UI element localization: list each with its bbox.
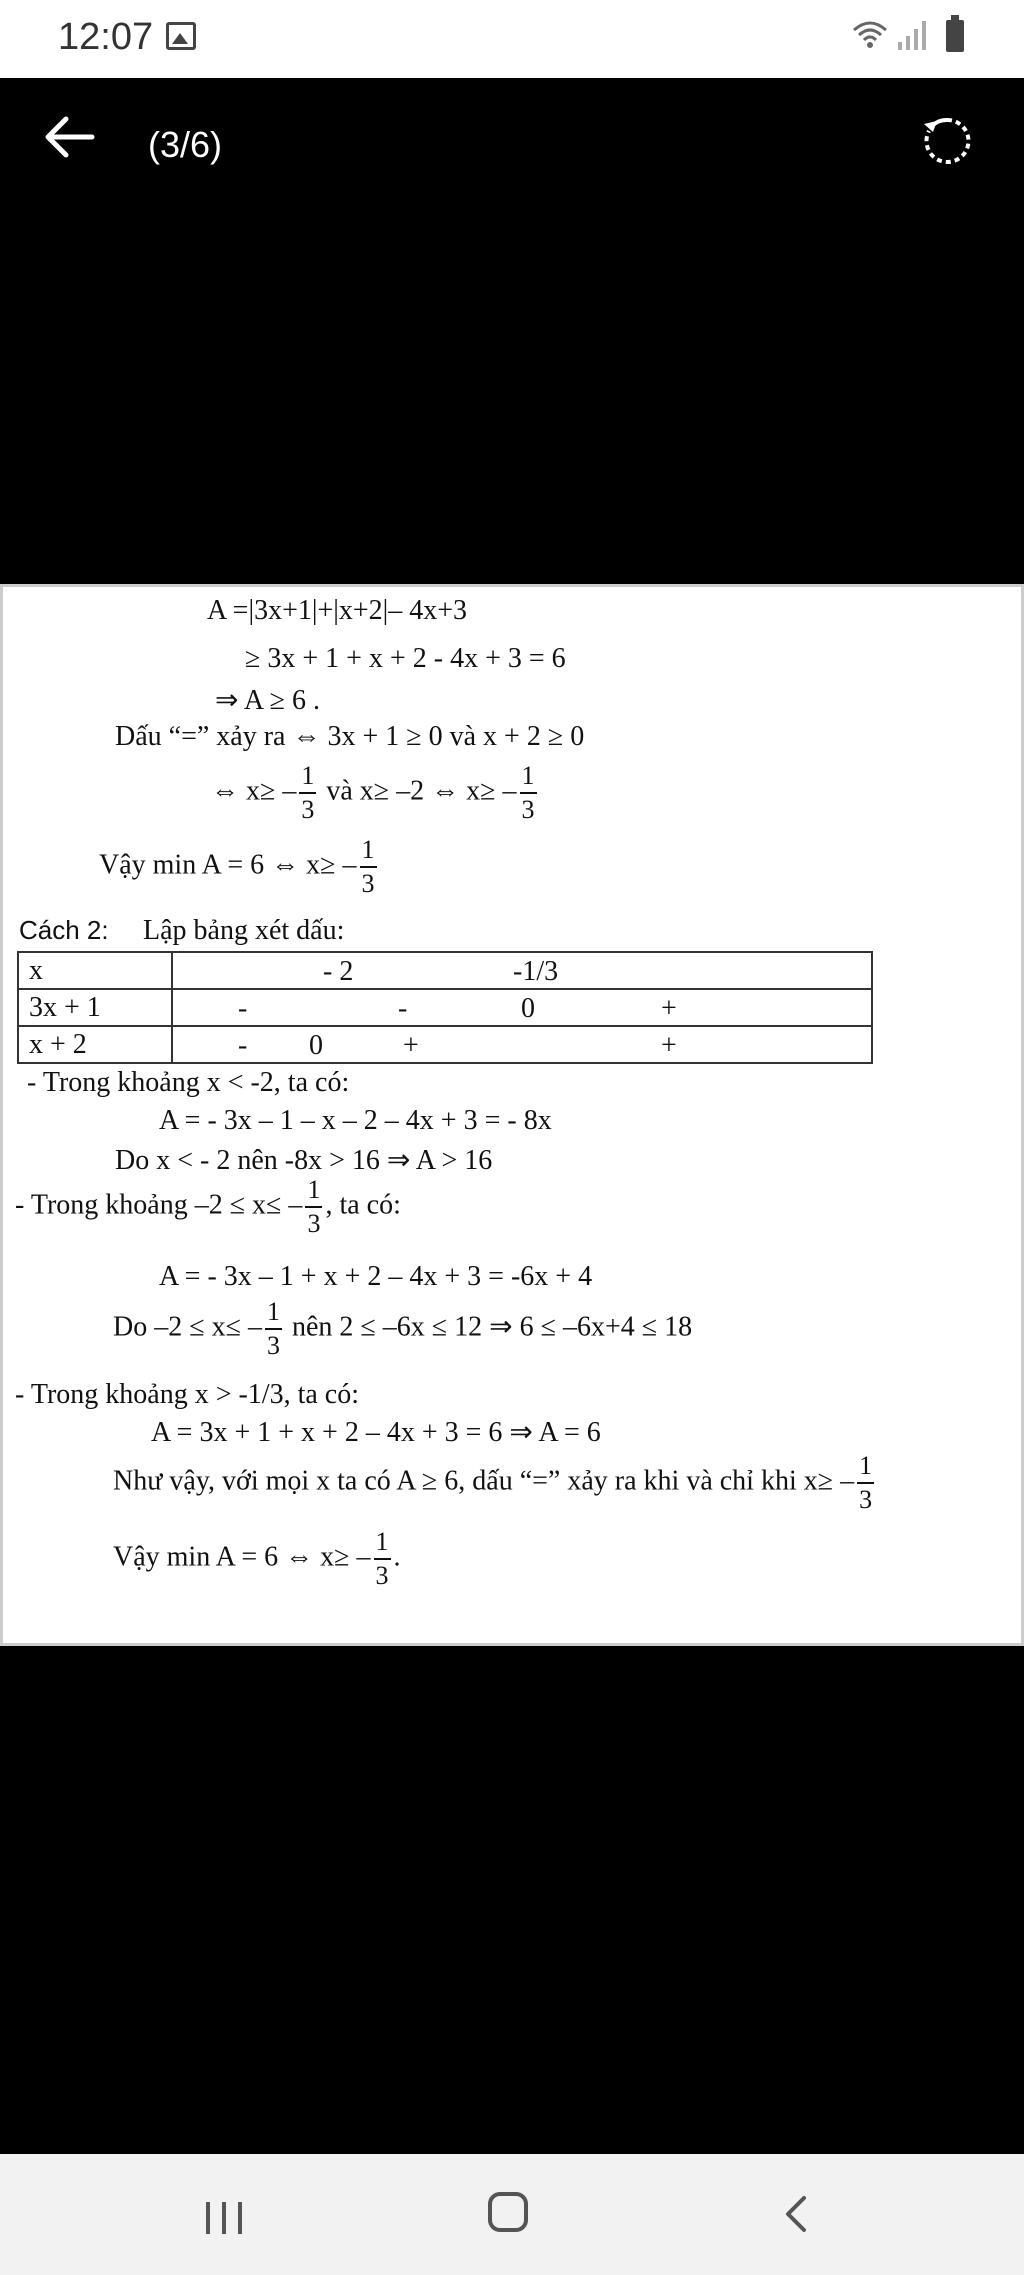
status-time: 12:07 xyxy=(58,16,154,58)
case-1-expression: A = - 3x – 1 – x – 2 – 4x + 3 = - 8x xyxy=(159,1105,552,1136)
case-1-heading: - Trong khoảng x < -2, ta có: xyxy=(27,1067,350,1098)
table-cell: - 2 -1/3 xyxy=(172,952,872,989)
rotate-icon[interactable] xyxy=(920,114,974,168)
navigation-bar xyxy=(0,2154,1024,2275)
table-row xyxy=(18,989,872,1026)
back-nav-icon[interactable] xyxy=(782,2194,810,2234)
document-page xyxy=(0,584,1024,1646)
line-equality-condition: Dấu “=” xảy ra ⇔ 3x + 1 ≥ 0 và x + 2 ≥ 0 xyxy=(115,721,585,752)
back-arrow-icon[interactable] xyxy=(40,112,100,162)
status-bar xyxy=(0,0,1024,78)
page-counter-title: (3/6) xyxy=(148,124,223,165)
wifi-icon xyxy=(852,20,888,50)
home-icon[interactable] xyxy=(488,2192,528,2232)
case-2-conclusion: Do –2 ≤ x≤ – $\frac{1}{3}$ nên 2 ≤ –6x ≤ 12 ⇒ 6 ≤ –6x+4 ≤ 18 xyxy=(113,1297,693,1360)
table-cell: 3x + 1 xyxy=(18,989,172,1026)
signal-icon xyxy=(896,18,930,52)
line-min-result: Vậy min A = 6 ⇔ x≥ – $\frac{1}{3}$ xyxy=(99,835,375,898)
sign-table xyxy=(17,951,873,1064)
line-conclusion: ⇒ A ≥ 6 . xyxy=(215,685,320,716)
case-2-expression: A = - 3x – 1 + x + 2 – 4x + 3 = -6x + 4 xyxy=(159,1261,593,1292)
line-inequality: ≥ 3x + 1 + x + 2 - 4x + 3 = 6 xyxy=(245,643,566,674)
table-row xyxy=(18,1026,872,1063)
table-row xyxy=(18,952,872,989)
case-3-heading: - Trong khoảng x > -1/3, ta có: xyxy=(15,1379,359,1410)
case-2-heading: - Trong khoảng –2 ≤ x≤ – $\frac{1}{3}$ , ta có: xyxy=(15,1175,401,1238)
summary-line: Như vậy, với mọi x ta có A ≥ 6, dấu “=” xảy ra khi và chỉ khi x≥ – $\frac{1}{3}$ xyxy=(113,1451,873,1514)
table-cell: x + 2 xyxy=(18,1026,172,1063)
line-expression: A =|3x+1|+|x+2|– 4x+3 xyxy=(207,595,468,626)
method-2-title: Lập bảng xét dấu: xyxy=(143,915,345,946)
recent-apps-icon[interactable] xyxy=(204,2198,244,2238)
battery-icon xyxy=(946,20,964,52)
method-2-label: Cách 2: xyxy=(19,915,109,945)
line-solution: ⇔ x≥ – $\frac{1}{3}$ và x≥ –2 ⇔ x≥ – $\frac{1}{3}$ xyxy=(211,761,535,824)
viewer-background xyxy=(0,1646,1024,2154)
table-cell: - - 0 + xyxy=(172,989,872,1026)
gallery-notification-icon xyxy=(166,22,196,50)
table-cell: x xyxy=(18,952,172,989)
case-1-conclusion: Do x < - 2 nên -8x > 16 ⇒ A > 16 xyxy=(115,1145,493,1176)
table-cell: - 0 + + xyxy=(172,1026,872,1063)
case-3-expression: A = 3x + 1 + x + 2 – 4x + 3 = 6 ⇒ A = 6 xyxy=(151,1417,601,1448)
final-answer: Vậy min A = 6 ⇔ x≥ – $\frac{1}{3}$ . xyxy=(113,1527,401,1590)
